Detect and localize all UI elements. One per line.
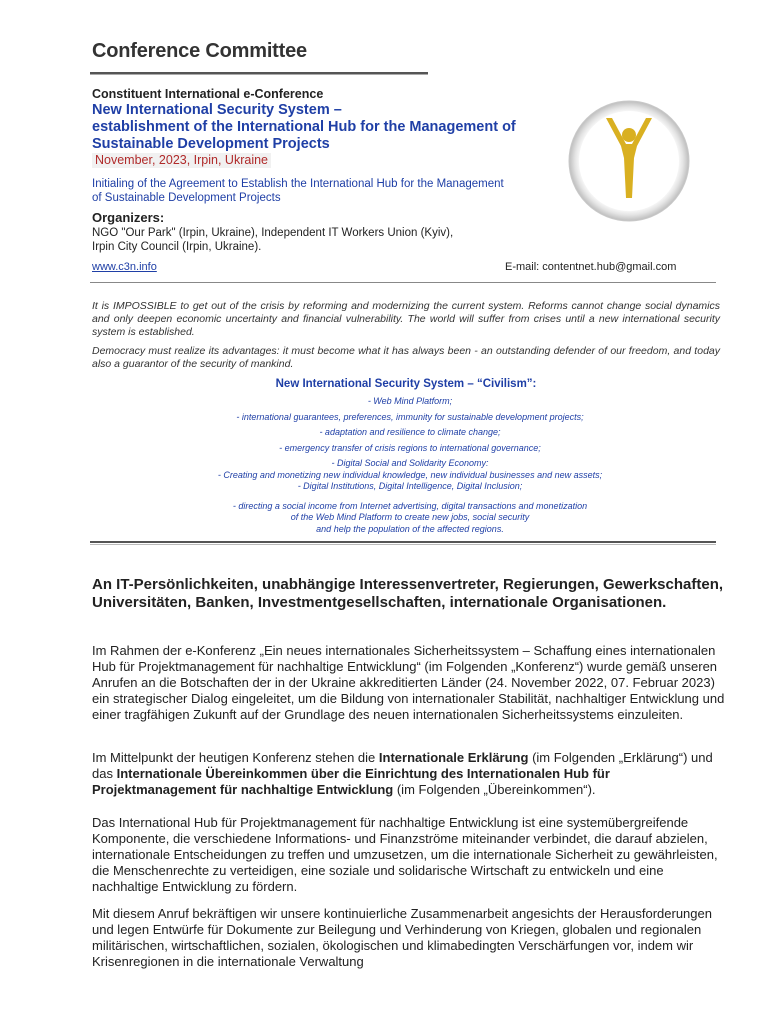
civilism-title: New International Security System – “Civilism”: bbox=[275, 378, 537, 390]
civilism-item: - Digital Institutions, Digital Intelligence, Digital Inclusion; bbox=[297, 481, 523, 491]
civilism-item: - adaptation and resilience to climate change; bbox=[319, 427, 501, 437]
section-divider bbox=[90, 541, 716, 545]
intro-paragraph: It is IMPOSSIBLE to get out of the crisis by reforming and modernizing the current system. Reforms cannot change social dynamics and only deepen economic uncertainty and financial vulnerability. The world will suffer from crises until a new international security system is established. bbox=[92, 300, 720, 338]
civilism-item: - Creating and monetizing new individual knowledge, new individual businesses and new assets; bbox=[217, 469, 603, 480]
page-title: Conference Committee bbox=[92, 40, 307, 62]
website-link[interactable]: www.c3n.info bbox=[92, 261, 157, 273]
body-paragraph: Mit diesem Anruf bekräftigen wir unsere kontinuierliche Zusammenarbeit angesichts der Herausforderungen und legen Entwürfe für Dokumente zur Beilegung und Verhinderung von Kriegen, globalen und regionalen militärischen, wirtschaftlichen, sozialen, ökologischen und klimabedingten Verschärfungen vor, indem wir Krisenregionen in die internationale Verwaltung bbox=[92, 906, 712, 969]
civilism-item: and help the population of the affected regions. bbox=[316, 523, 504, 534]
civilism-list bbox=[150, 396, 670, 535]
body-bold-text: Internationale Erklärung bbox=[378, 750, 529, 765]
initialing-text bbox=[92, 177, 562, 205]
heading-line: New International Security System – bbox=[92, 102, 342, 118]
figure-emblem-icon bbox=[566, 98, 692, 224]
body-paragraph bbox=[92, 750, 732, 798]
civilism-item: - emergency transfer of crisis regions to international governance; bbox=[279, 442, 541, 453]
body-text: (im Folgenden „Erklärung“) und das bbox=[92, 750, 713, 781]
civilism-item: of the Web Mind Platform to create new jobs, social security bbox=[290, 512, 530, 522]
organizers-line: NGO "Our Park" (Irpin, Ukraine), Independent IT Workers Union (Kyiv), bbox=[92, 227, 454, 239]
civilism-item: - directing a social income from Internet advertising, digital transactions and monetization bbox=[232, 500, 588, 511]
civilism-item: - Digital Social and Solidarity Economy: bbox=[331, 458, 489, 468]
body-text: (im Folgenden „Übereinkommen“). bbox=[393, 782, 596, 797]
organizers-line: Irpin City Council (Irpin, Ukraine). bbox=[92, 241, 262, 253]
civilism-item: - international guarantees, preferences, immunity for sustainable development projects; bbox=[236, 411, 584, 422]
header-divider bbox=[90, 282, 716, 283]
conference-heading bbox=[92, 102, 562, 153]
address-heading: An IT-Persönlichkeiten, unabhängige Interessenvertreter, Regierungen, Gewerkschaften, Universitäten, Banken, Investmentgesellschaften, internationale Organisationen. bbox=[92, 576, 724, 611]
conference-date: November, 2023, Irpin, Ukraine bbox=[92, 153, 271, 168]
body-bold-text: Internationale Übereinkommen über die Einrichtung des Internationalen Hub für Projektmanagement für nachhaltige Entwicklung bbox=[92, 766, 610, 797]
initialing-line: Initialing of the Agreement to Establish the International Hub for the Management bbox=[92, 178, 504, 190]
conference-subtitle: Constituent International e-Conference bbox=[92, 87, 324, 101]
heading-line: establishment of the International Hub for the Management of bbox=[92, 119, 516, 135]
body-paragraph: Das International Hub für Projektmanagement für nachhaltige Entwicklung ist eine systemübergreifende Komponente, die verschiedene Informations- und Finanzströme miteinander verbindet, die darauf abzielen, internationale Entscheidungen zu treffen und umzusetzen, um die internationale Sicherheit zu gewährleisten, die Menschenrechte zu verteidigen, eine soziale und solidarische Wirtschaft zu entwickeln und eine nachhaltige Entwicklung zu fördern. bbox=[92, 815, 718, 894]
organizers-text bbox=[92, 226, 522, 254]
heading-line: Sustainable Development Projects bbox=[92, 136, 330, 152]
body-paragraph: Im Rahmen der e-Konferenz „Ein neues internationales Sicherheitssystem – Schaffung eines internationalen Hub für Projektmanagement für nachhaltige Entwicklung“ (im Folgenden „Konferenz“) wurde gemäß unseren Anrufen an die Botschaften der in der Ukraine akkreditierten Länder (24. November 2022, 07. Februar 2023) ein strategischer Dialog eingeleitet, um die Bildung von internationaler Stabilität, nachhaltiger Entwicklung und einer tragfähigen Zukunft auf der Grundlage des neuen internationalen Sicherheitssystems einzuleiten. bbox=[92, 643, 725, 722]
intro-paragraph: Democracy must realize its advantages: it must become what it has always been - an outstanding defender of our freedom, and today also a guarantor of the security of mankind. bbox=[92, 345, 720, 370]
contact-email: E-mail: contentnet.hub@gmail.com bbox=[505, 261, 677, 273]
title-underline bbox=[90, 72, 428, 75]
initialing-line: of Sustainable Development Projects bbox=[92, 192, 281, 204]
body-text: Im Mittelpunkt der heutigen Konferenz stehen die bbox=[92, 750, 379, 765]
civilism-item: - Web Mind Platform; bbox=[367, 396, 453, 406]
organizers-label: Organizers: bbox=[92, 210, 165, 225]
